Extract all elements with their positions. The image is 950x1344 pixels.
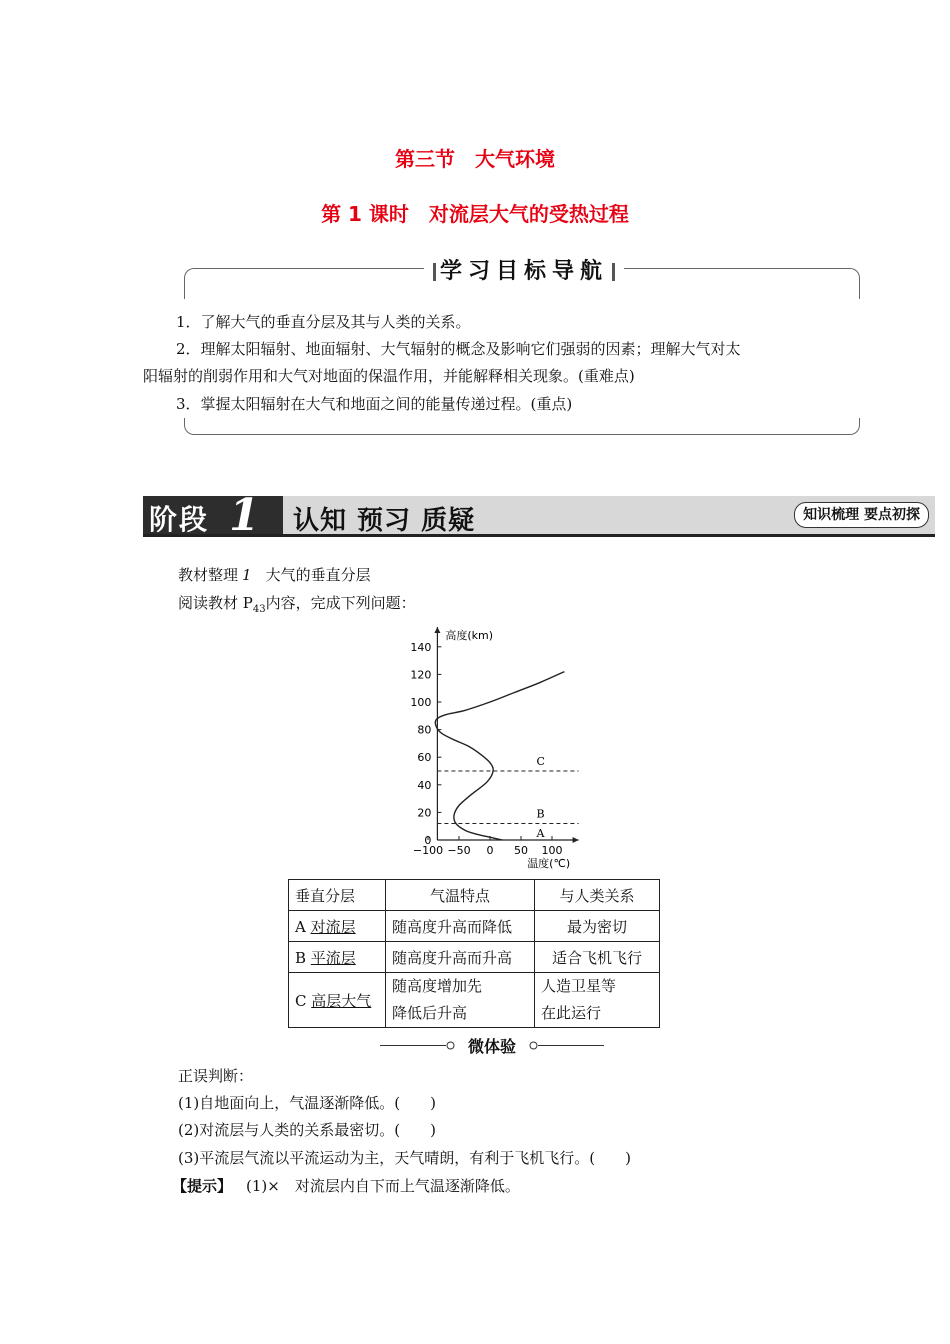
judgement-item-2: (2)对流层与人类的关系最密切。( ) xyxy=(178,1121,436,1139)
layer-prefix: B xyxy=(295,948,311,967)
objectives-frame-bottom xyxy=(184,418,860,435)
x-tick-label: 100 xyxy=(541,844,563,857)
table-header: 与人类关系 xyxy=(535,880,660,911)
layer-name: 平流层 xyxy=(310,948,356,967)
layer-prefix: C xyxy=(295,991,312,1010)
layer-cell xyxy=(289,911,386,942)
table-header-row xyxy=(289,880,660,911)
instruction-sub: 43 xyxy=(252,604,266,615)
stage-badge xyxy=(143,490,283,541)
instruction-post: 内容，完成下列问题： xyxy=(265,594,416,612)
feature-cell: 随高度升高而升高 xyxy=(386,942,535,973)
y-axis-label: 高度(km) xyxy=(445,629,494,642)
micro-divider xyxy=(380,1034,604,1058)
stage-number: 1 xyxy=(229,490,260,541)
x-tick-label: 0 xyxy=(486,844,494,857)
heading-bar-left xyxy=(433,263,436,281)
y-tick-label: 20 xyxy=(417,806,432,820)
material-instruction xyxy=(178,590,416,623)
layer-name: 对流层 xyxy=(310,917,356,936)
y-axis-arrow xyxy=(434,627,440,633)
objectives-heading xyxy=(424,254,624,285)
relation-cell xyxy=(535,973,660,1028)
layer-name: 高层大气 xyxy=(311,991,372,1010)
judgement-item-3: (3)平流层气流以平流运动为主，天气晴朗，有利于飞机飞行。( ) xyxy=(178,1149,631,1167)
table-header: 垂直分层 xyxy=(289,880,386,911)
x-axis-label: 温度(℃) xyxy=(527,857,571,870)
layer-cell xyxy=(289,973,386,1028)
judgement-item-1: (1)自地面向上，气温逐渐降低。( ) xyxy=(178,1094,436,1112)
heading-bar-right xyxy=(612,263,615,281)
feature-cell: 随高度升高而降低 xyxy=(386,911,535,942)
boundary-label: C xyxy=(536,755,545,768)
stage-title: 认知 预习 质疑 xyxy=(293,506,476,536)
y-tick-label: 40 xyxy=(417,778,432,792)
layer-cell xyxy=(289,942,386,973)
table-row xyxy=(289,973,660,1028)
layer-prefix: A xyxy=(295,917,311,936)
y-tick-label: 0 xyxy=(424,834,432,847)
y-tick-label: 120 xyxy=(410,668,432,682)
material-label: 教材整理 xyxy=(178,566,239,584)
relation-line: 人造卫星等 xyxy=(541,977,617,995)
circle-icon xyxy=(529,1041,538,1050)
relation-line: 在此运行 xyxy=(541,1004,602,1022)
table-header: 气温特点 xyxy=(386,880,535,911)
x-tick-label: −50 xyxy=(447,844,471,857)
temperature-curve xyxy=(435,672,564,840)
relation-cell: 最为密切 xyxy=(535,911,660,942)
objective-item-2: 2．理解太阳辐射、地面辐射、大气辐射的概念及影响它们强弱的因素；理解大气对太 xyxy=(176,340,741,358)
y-tick-label: 140 xyxy=(410,640,432,654)
feature-line: 随高度增加先 xyxy=(392,977,483,995)
table-row xyxy=(289,911,660,942)
y-tick-label: 60 xyxy=(417,751,432,765)
hint-line xyxy=(172,1173,520,1200)
material-topic: 大气的垂直分层 xyxy=(265,566,371,584)
stage-tag: 知识梳理 要点初探 xyxy=(794,502,929,528)
x-axis-arrow xyxy=(573,837,579,843)
feature-cell xyxy=(386,973,535,1028)
micro-title: 微体验 xyxy=(467,1037,516,1056)
atmosphere-chart xyxy=(370,620,590,870)
divider-line-left xyxy=(380,1045,446,1046)
objective-item-1: 1．了解大气的垂直分层及其与人类的关系。 xyxy=(176,313,471,331)
x-tick-label: −100 xyxy=(412,844,444,857)
objectives-heading-text: 学习目标导航 xyxy=(439,259,608,284)
table-row xyxy=(289,942,660,973)
x-tick-label: 50 xyxy=(514,844,528,857)
lesson-title: 第 1 课时 对流层大气的受热过程 xyxy=(321,202,629,226)
hint-text: (1)× 对流层内自下而上气温逐渐降低。 xyxy=(246,1177,520,1195)
boundary-label: A xyxy=(536,827,545,840)
layers-table xyxy=(288,879,660,1028)
y-tick-label: 80 xyxy=(417,723,432,737)
y-tick-label: 100 xyxy=(410,696,432,709)
relation-cell: 适合飞机飞行 xyxy=(535,942,660,973)
circle-icon xyxy=(446,1041,455,1050)
judgement-intro: 正误判断： xyxy=(178,1067,254,1085)
feature-line: 降低后升高 xyxy=(392,1004,468,1022)
instruction-pre: 阅读教材 P xyxy=(178,594,253,612)
divider-line-right xyxy=(538,1045,604,1046)
chart-layer xyxy=(410,627,578,870)
stage-banner xyxy=(143,490,935,541)
boundary-label: B xyxy=(536,807,545,821)
objective-item-2-cont: 阳辐射的削弱作用和大气对地面的保温作用，并能解释相关现象。(重难点) xyxy=(143,367,635,385)
material-number: 1 xyxy=(242,566,252,584)
section-title: 第三节 大气环境 xyxy=(395,147,555,171)
hint-label: 【提示】 xyxy=(172,1177,233,1195)
stage-word: 阶段 xyxy=(149,503,210,536)
objective-item-3: 3．掌握太阳辐射在大气和地面之间的能量传递过程。(重点) xyxy=(176,395,573,413)
material-heading xyxy=(178,562,371,589)
